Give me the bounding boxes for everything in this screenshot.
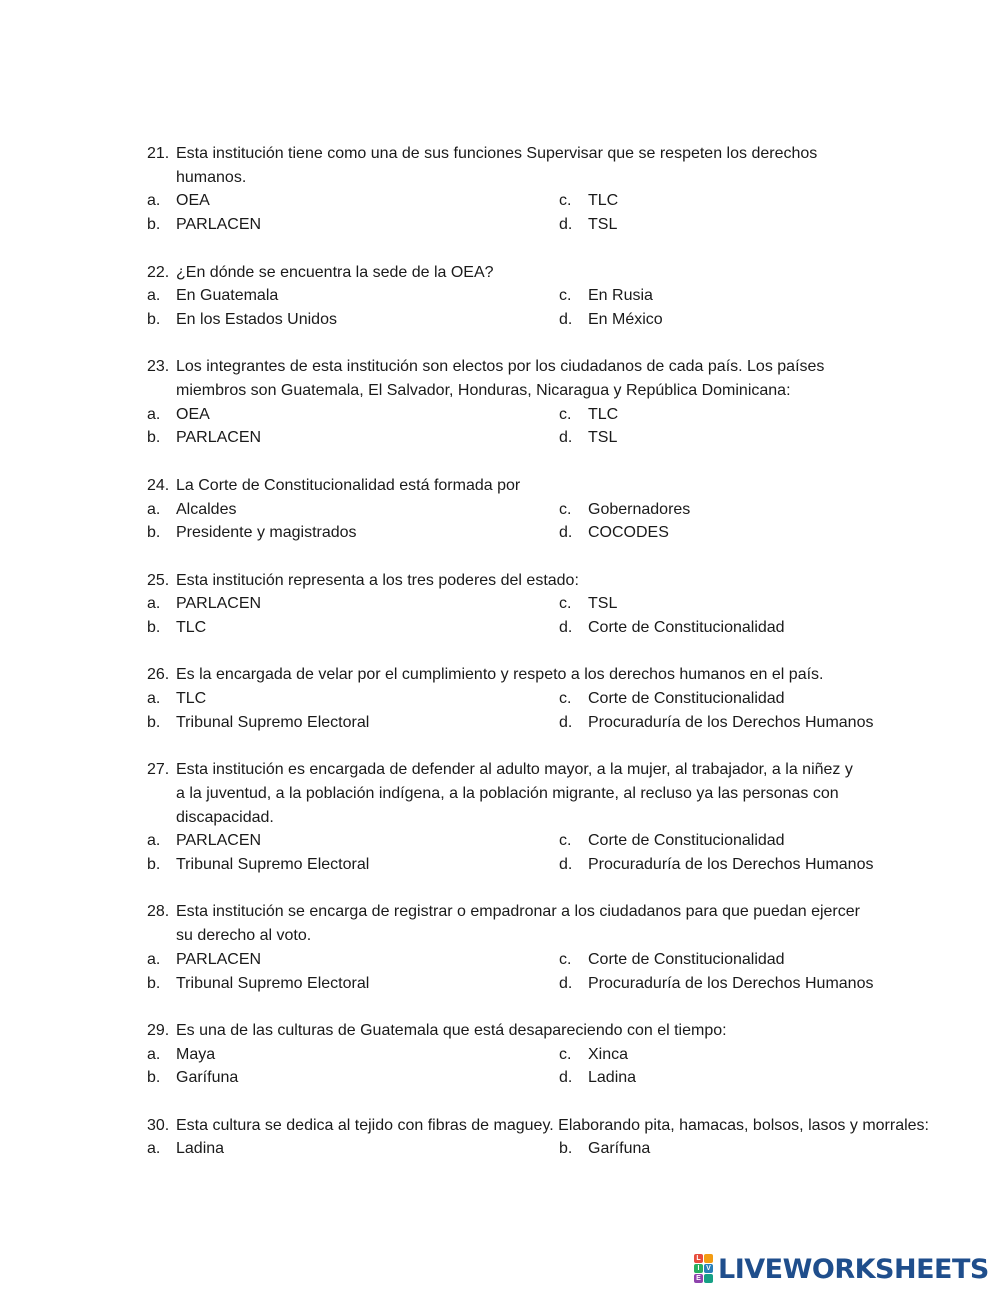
option-letter: d.: [559, 856, 573, 873]
option-letter: a.: [147, 595, 161, 613]
question-number: 22.: [147, 263, 170, 281]
question-text: Esta institución representa a los tres poderes del estado:: [176, 571, 579, 589]
option-letter: c.: [559, 192, 572, 210]
option-text: TLC: [176, 619, 207, 636]
logo-badge-i: I: [694, 1264, 703, 1273]
option-text: Procuraduría de los Derechos Humanos: [588, 974, 874, 992]
option-letter: b.: [147, 856, 161, 873]
question-number: 23.: [147, 358, 170, 376]
option-letter: d.: [559, 974, 573, 992]
question-text: ¿En dónde se encuentra la sede de la OEA?: [176, 263, 494, 281]
option-letter: b.: [147, 429, 161, 447]
question-text: discapacidad.: [176, 808, 274, 826]
option-text: Alcaldes: [176, 500, 237, 518]
logo-badge-v: V: [704, 1264, 713, 1273]
question-text: Los integrantes de esta institución son electos por los ciudadanos de cada país. Los países: [176, 358, 825, 376]
question-text: La Corte de Constitucionalidad está formada por: [176, 476, 521, 494]
option-letter: a.: [147, 1045, 161, 1063]
option-text: TSL: [588, 216, 618, 234]
option-text: Tribunal Supremo Electoral: [176, 856, 370, 873]
option-letter: d.: [559, 216, 573, 234]
option-letter: b.: [147, 1069, 161, 1087]
option-text: En Rusia: [588, 287, 653, 305]
option-text: Maya: [176, 1045, 216, 1063]
question-number: 30.: [147, 1116, 170, 1134]
option-letter: a.: [147, 500, 161, 518]
option-text: PARLACEN: [176, 832, 262, 850]
option-text: PARLACEN: [176, 429, 262, 447]
option-letter: c.: [559, 287, 572, 305]
question-number: 27.: [147, 761, 170, 779]
question-number: 25.: [147, 571, 170, 589]
option-text: En los Estados Unidos: [176, 310, 337, 328]
option-text: Tribunal Supremo Electoral: [176, 713, 370, 731]
option-text: Corte de Constitucionalidad: [588, 690, 785, 708]
logo-badge-e: E: [694, 1274, 703, 1283]
question-text: miembros son Guatemala, El Salvador, Honduras, Nicaragua y República Dominicana:: [176, 382, 791, 399]
question-number: 29.: [147, 1021, 170, 1039]
option-letter: b.: [147, 974, 161, 992]
logo-badge-icon: [694, 1254, 714, 1284]
question-number: 26.: [147, 666, 170, 684]
question-text: a la juventud, a la población indígena, a la población migrante, al recluso ya las personas con: [176, 784, 839, 802]
option-text: PARLACEN: [176, 950, 262, 968]
option-text: Gobernadores: [588, 500, 691, 518]
question-text: su derecho al voto.: [176, 927, 312, 945]
option-letter: b.: [147, 216, 161, 234]
question-text: Esta institución es encargada de defender al adulto mayor, a la mujer, al trabajador, a la niñez y: [176, 761, 853, 779]
option-letter: a.: [147, 832, 161, 850]
question-text: Esta institución se encarga de registrar o empadronar a los ciudadanos para que puedan ejercer: [176, 903, 860, 921]
option-text: Garífuna: [588, 1140, 651, 1158]
option-text: Corte de Constitucionalidad: [588, 950, 785, 968]
option-letter: a.: [147, 405, 161, 423]
option-letter: c.: [559, 950, 572, 968]
option-text: PARLACEN: [176, 216, 262, 234]
question-text: Esta cultura se dedica al tejido con fibras de maguey. Elaborando pita, hamacas, bolsos, lasos y morrales:: [176, 1116, 929, 1134]
option-text: En México: [588, 310, 663, 328]
option-letter: b.: [147, 619, 161, 636]
option-letter: c.: [559, 1045, 572, 1063]
option-text: Garífuna: [176, 1069, 239, 1087]
option-letter: a.: [147, 1140, 161, 1158]
option-text: TLC: [588, 405, 619, 423]
option-text: Procuraduría de los Derechos Humanos: [588, 713, 874, 731]
option-letter: c.: [559, 690, 572, 708]
option-letter: b.: [147, 524, 161, 542]
option-text: TLC: [588, 192, 619, 210]
option-letter: d.: [559, 310, 573, 328]
logo-text: LIVEWORKSHEETS: [718, 1253, 989, 1285]
option-text: COCODES: [588, 524, 669, 542]
option-text: Presidente y magistrados: [176, 524, 357, 542]
option-letter: c.: [559, 595, 572, 613]
option-letter: a.: [147, 950, 161, 968]
option-text: Ladina: [588, 1069, 637, 1087]
question-number: 21.: [147, 145, 170, 162]
logo-badge-l: L: [694, 1254, 703, 1263]
option-letter: b.: [147, 713, 161, 731]
option-text: TSL: [588, 429, 618, 447]
option-text: PARLACEN: [176, 595, 262, 613]
logo-badge-cell: [704, 1274, 713, 1283]
option-text: Corte de Constitucionalidad: [588, 619, 785, 636]
question-number: 28.: [147, 903, 170, 921]
option-letter: c.: [559, 405, 572, 423]
question-number: 24.: [147, 476, 170, 494]
option-letter: c.: [559, 832, 572, 850]
option-text: TLC: [176, 690, 207, 708]
option-letter: a.: [147, 192, 161, 210]
option-text: Tribunal Supremo Electoral: [176, 974, 370, 992]
option-text: OEA: [176, 405, 210, 423]
option-text: Ladina: [176, 1140, 225, 1158]
logo-badge-cell: [704, 1254, 713, 1263]
option-letter: d.: [559, 429, 573, 447]
question-text: humanos.: [176, 168, 247, 186]
option-letter: d.: [559, 524, 573, 542]
option-letter: d.: [559, 619, 573, 636]
option-text: Corte de Constitucionalidad: [588, 832, 785, 850]
option-letter: d.: [559, 713, 573, 731]
question-text: Esta institución tiene como una de sus funciones Supervisar que se respeten los derechos: [176, 145, 818, 162]
option-text: En Guatemala: [176, 287, 279, 305]
option-letter: c.: [559, 500, 572, 518]
option-text: OEA: [176, 192, 210, 210]
option-letter: b.: [147, 310, 161, 328]
option-letter: d.: [559, 1069, 573, 1087]
question-text: Es la encargada de velar por el cumplimiento y respeto a los derechos humanos en el país.: [176, 666, 824, 684]
option-text: TSL: [588, 595, 618, 613]
option-letter: b.: [559, 1140, 573, 1158]
option-text: Xinca: [588, 1045, 629, 1063]
option-letter: a.: [147, 690, 161, 708]
option-text: Procuraduría de los Derechos Humanos: [588, 856, 874, 873]
liveworksheets-logo: [694, 1254, 989, 1284]
option-letter: a.: [147, 287, 161, 305]
question-text: Es una de las culturas de Guatemala que está desapareciendo con el tiempo:: [176, 1021, 727, 1039]
